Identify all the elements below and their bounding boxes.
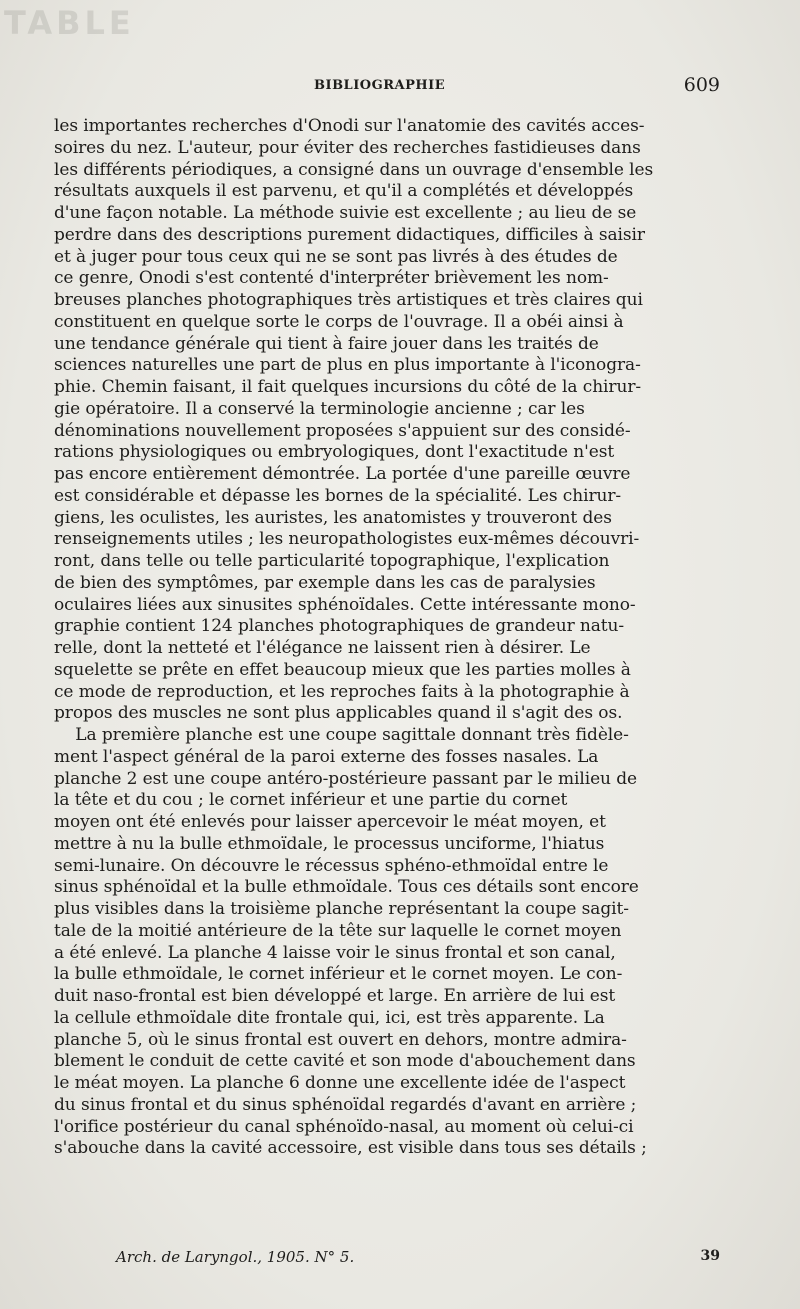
text-line: propos des muscles ne sont plus applicables quand il s'agit des os. (54, 703, 623, 724)
text-line: la tête et du cou ; le cornet inférieur et une partie du cornet (54, 790, 568, 811)
text-line: blement le conduit de cette cavité et son mode d'abouchement dans (54, 1051, 636, 1072)
text-line: ment l'aspect général de la paroi externe des fosses nasales. La (54, 746, 599, 767)
text-line: tale de la moitié antérieure de la tête sur laquelle le cornet moyen (54, 920, 622, 941)
text-line: d'une façon notable. La méthode suivie est excellente ; au lieu de se (54, 203, 637, 223)
page-number: 609 (683, 74, 720, 96)
text-line: de bien des symptômes, par exemple dans les cas de paralysies (54, 572, 596, 593)
text-line: phie. Chemin faisant, il fait quelques incursions du côté de la chirur- (54, 377, 642, 397)
text-line: s'abouche dans la cavité accessoire, est visible dans tous ses détails ; (54, 1138, 647, 1159)
text-line: les importantes recherches d'Onodi sur l'anatomie des cavités acces- (54, 116, 645, 136)
text-line: duit naso-frontal est bien développé et large. En arrière de lui est (54, 986, 616, 1006)
text-line: planche 5, où le sinus frontal est ouvert en dehors, montre admira- (54, 1029, 627, 1050)
journal-citation: Arch. de Laryngol., 1905. N° 5. (116, 1248, 355, 1266)
text-line: moyen ont été enlevés pour laisser apercevoir le méat moyen, et (54, 812, 606, 832)
running-title: BIBLIOGRAPHIE (314, 78, 446, 93)
text-line: giens, les oculistes, les auristes, les anatomistes y trouveront des (54, 507, 612, 528)
text-line: squelette se prête en effet beaucoup mieux que les parties molles à (54, 659, 631, 680)
text-line: dénominations nouvellement proposées s'appuient sur des considé- (54, 420, 631, 441)
text-line: ront, dans telle ou telle particularité topographique, l'explication (54, 551, 610, 571)
page-footer (54, 1248, 720, 1272)
text-line: une tendance générale qui tient à faire jouer dans les traités de (54, 333, 599, 354)
text-line: les différents périodiques, a consigné dans un ouvrage d'ensemble les (54, 159, 654, 180)
text-line: mettre à nu la bulle ethmoïdale, le processus unciforme, l'hiatus (54, 833, 605, 854)
text-line: planche 2 est une coupe antéro-postérieure passant par le milieu de (54, 768, 637, 789)
page-header (54, 76, 720, 102)
bleed-through-text: TABLE (4, 4, 135, 42)
text-line: breuses planches photographiques très artistiques et très claires qui (54, 290, 643, 310)
text-line: sciences naturelles une part de plus en plus importante à l'iconogra- (54, 355, 641, 376)
text-line: le méat moyen. La planche 6 donne une excellente idée de l'aspect (54, 1073, 626, 1093)
text-line: du sinus frontal et du sinus sphénoïdal regardés d'avant en arrière ; (54, 1094, 637, 1115)
text-line: constituent en quelque sorte le corps de l'ouvrage. Il a obéi ainsi à (54, 311, 624, 332)
text-line: ce genre, Onodi s'est contenté d'interpréter brièvement les nom- (54, 268, 609, 289)
text-line: graphie contient 124 planches photographiques de grandeur natu- (54, 616, 625, 637)
text-line: résultats auxquels il est parvenu, et qu'il a complétés et développés (54, 181, 634, 202)
text-line: rations physiologiques ou embryologiques, dont l'exactitude n'est (54, 442, 615, 463)
text-line: relle, dont la netteté et l'élégance ne laissent rien à désirer. Le (54, 638, 591, 658)
body-text (54, 116, 726, 1160)
text-line: renseignements utiles ; les neuropathologistes eux-mêmes découvri- (54, 529, 640, 550)
text-line: La première planche est une coupe sagittale donnant très fidèle- (54, 725, 629, 745)
text-line: et à juger pour tous ceux qui ne se sont pas livrés à des études de (54, 246, 618, 267)
text-line: ce mode de reproduction, et les reproches faits à la photographie à (54, 681, 630, 702)
text-line: gie opératoire. Il a conservé la terminologie ancienne ; car les (54, 398, 585, 419)
text-line: a été enlevé. La planche 4 laisse voir le sinus frontal et son canal, (54, 942, 616, 963)
text-line: est considérable et dépasse les bornes de la spécialité. Les chirur- (54, 485, 622, 506)
text-line: pas encore entièrement démontrée. La portée d'une pareille œuvre (54, 464, 631, 484)
text-line: l'orifice postérieur du canal sphénoïdo-nasal, au moment où celui-ci (54, 1116, 634, 1137)
text-line: sinus sphénoïdal et la bulle ethmoïdale. Tous ces détails sont encore (54, 877, 639, 898)
text-line: la cellule ethmoïdale dite frontale qui, ici, est très apparente. La (54, 1007, 605, 1028)
text-line: soires du nez. L'auteur, pour éviter des recherches fastidieuses dans (54, 137, 641, 158)
text-line: oculaires liées aux sinusites sphénoïdales. Cette intéressante mono- (54, 594, 636, 615)
text-line: semi-lunaire. On découvre le récessus sphéno-ethmoïdal entre le (54, 855, 609, 876)
text-line: plus visibles dans la troisième planche représentant la coupe sagit- (54, 899, 629, 919)
text-line: la bulle ethmoïdale, le cornet inférieur et le cornet moyen. Le con- (54, 964, 623, 985)
text-line: perdre dans des descriptions purement didactiques, difficiles à saisir (54, 224, 645, 245)
signature-mark: 39 (700, 1248, 720, 1264)
